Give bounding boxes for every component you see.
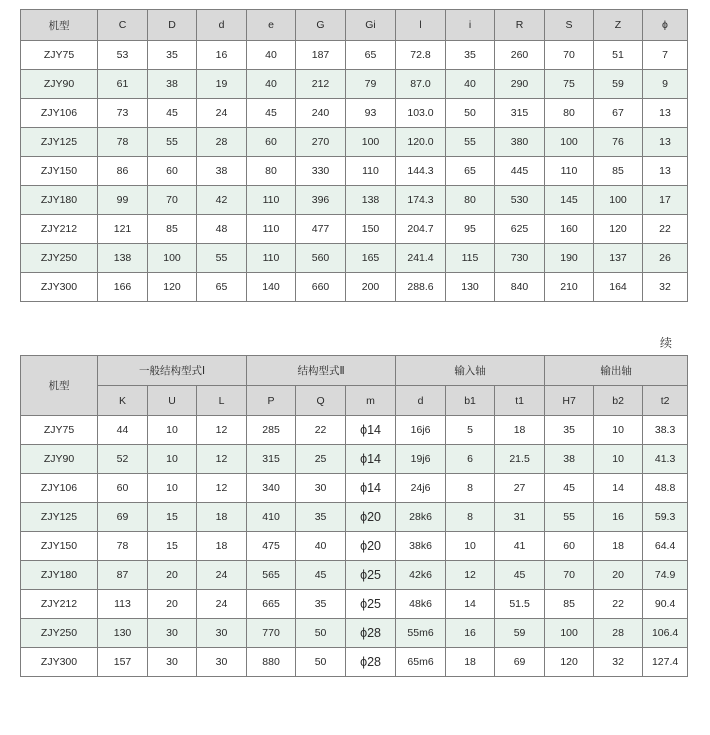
group-header-input-shaft: 输入轴 [396,356,545,386]
table-cell: 164 [594,273,643,302]
table-cell: 475 [247,532,296,561]
table-cell: 87 [98,561,148,590]
table-cell: 85 [148,215,197,244]
table-cell: 10 [446,532,495,561]
table-cell: 79 [346,70,396,99]
table-cell: 44 [98,416,148,445]
table-cell: 60 [148,157,197,186]
table-cell: 445 [495,157,545,186]
table-cell: 35 [545,416,594,445]
model-cell: ZJY90 [21,70,98,99]
table-cell: 60 [247,128,296,157]
table-cell: 55 [197,244,247,273]
table-cell: 30 [148,619,197,648]
table-2-subheader-row [21,386,688,416]
table-cell: 28 [197,128,247,157]
table-cell: 10 [148,416,197,445]
table-cell: 315 [247,445,296,474]
table-cell: 18 [197,532,247,561]
table-cell: 53 [98,41,148,70]
table-row [21,215,688,244]
table-cell: 80 [446,186,495,215]
table-cell: 18 [594,532,643,561]
table-cell: 120 [545,648,594,677]
table-cell: 35 [446,41,495,70]
table-row [21,445,688,474]
continued-label: 续 [660,336,673,350]
column-header: D [148,10,197,41]
table-cell: 32 [594,648,643,677]
model-cell: ZJY300 [21,648,98,677]
table-cell: 110 [346,157,396,186]
table-cell: 78 [98,128,148,157]
table-cell: 10 [594,416,643,445]
table-row [21,532,688,561]
table-cell: 100 [545,619,594,648]
table-cell: 86 [98,157,148,186]
table-cell: 48k6 [396,590,446,619]
table-cell: 113 [98,590,148,619]
table-cell: ϕ28 [346,619,396,648]
table-cell: 19 [197,70,247,99]
table-cell: 13 [643,99,688,128]
table-cell: 24 [197,99,247,128]
table-cell: 14 [594,474,643,503]
table-cell: 115 [446,244,495,273]
table-cell: 103.0 [396,99,446,128]
table-cell: 78 [98,532,148,561]
table-cell: 55m6 [396,619,446,648]
table-cell: 51 [594,41,643,70]
table-cell: 174.3 [396,186,446,215]
table-cell: 7 [643,41,688,70]
table-cell: ϕ20 [346,532,396,561]
table-cell: 35 [296,590,346,619]
column-header: d [197,10,247,41]
table-cell: ϕ20 [346,503,396,532]
table-cell: ϕ14 [346,445,396,474]
table-cell: 42k6 [396,561,446,590]
table-cell: 130 [446,273,495,302]
table-cell: 14 [446,590,495,619]
table-cell: 95 [446,215,495,244]
table-cell: 45 [545,474,594,503]
table-cell: 24 [197,590,247,619]
model-cell: ZJY212 [21,215,98,244]
table-cell: 90.4 [643,590,688,619]
model-cell: ZJY90 [21,445,98,474]
table-cell: 55 [148,128,197,157]
table-cell: 530 [495,186,545,215]
group-header-output-shaft: 输出轴 [545,356,688,386]
table-cell: 64.4 [643,532,688,561]
model-cell: ZJY125 [21,503,98,532]
table-cell: 840 [495,273,545,302]
table-cell: 50 [296,648,346,677]
column-header: P [247,386,296,416]
table-cell: 130 [98,619,148,648]
table-cell: 12 [197,416,247,445]
table-cell: 110 [247,215,296,244]
table-row [21,648,688,677]
table-cell: 100 [545,128,594,157]
table-cell: 240 [296,99,346,128]
table-cell: 121 [98,215,148,244]
table-cell: 35 [296,503,346,532]
model-cell: ZJY75 [21,416,98,445]
table-cell: 10 [148,445,197,474]
table-cell: 22 [594,590,643,619]
table-cell: 32 [643,273,688,302]
table-cell: 17 [643,186,688,215]
table-row [21,474,688,503]
table-cell: 69 [98,503,148,532]
table-cell: 65 [446,157,495,186]
table-cell: 157 [98,648,148,677]
table-cell: 27 [495,474,545,503]
table-cell: 45 [148,99,197,128]
table-cell: 31 [495,503,545,532]
table-cell: 20 [148,590,197,619]
model-cell: ZJY250 [21,244,98,273]
table-cell: 61 [98,70,148,99]
column-header: e [247,10,296,41]
table-row [21,244,688,273]
table-cell: 40 [446,70,495,99]
table-cell: 315 [495,99,545,128]
table-cell: 41.3 [643,445,688,474]
table-cell: 5 [446,416,495,445]
table-cell: 38 [545,445,594,474]
table-cell: 65 [346,41,396,70]
table-cell: 12 [197,474,247,503]
table-cell: 204.7 [396,215,446,244]
table-cell: 55 [545,503,594,532]
model-cell: ZJY150 [21,532,98,561]
table-cell: 21.5 [495,445,545,474]
column-header: R [495,10,545,41]
table-cell: 60 [98,474,148,503]
column-header: d [396,386,446,416]
model-cell: ZJY106 [21,474,98,503]
table-cell: 140 [247,273,296,302]
table-cell: 13 [643,157,688,186]
column-header: b2 [594,386,643,416]
table-cell: ϕ25 [346,561,396,590]
table-cell: 190 [545,244,594,273]
table-cell: 10 [594,445,643,474]
table-cell: ϕ25 [346,590,396,619]
table-cell: 160 [545,215,594,244]
table-cell: 110 [247,244,296,273]
table-cell: 30 [148,648,197,677]
table-row [21,70,688,99]
table-cell: 80 [247,157,296,186]
table-cell: 87.0 [396,70,446,99]
dimension-table-2 [20,355,688,677]
table-cell: 42 [197,186,247,215]
table-cell: 72.8 [396,41,446,70]
table-cell: 100 [148,244,197,273]
table-cell: 730 [495,244,545,273]
table-cell: 6 [446,445,495,474]
model-cell: ZJY180 [21,186,98,215]
table-cell: 70 [545,561,594,590]
table-cell: 137 [594,244,643,273]
table-cell: 144.3 [396,157,446,186]
column-header: Gi [346,10,396,41]
table-cell: 28 [594,619,643,648]
table-cell: 212 [296,70,346,99]
table-row [21,186,688,215]
table-cell: 665 [247,590,296,619]
table-cell: 48 [197,215,247,244]
table-cell: 20 [594,561,643,590]
table-row [21,99,688,128]
column-header: b1 [446,386,495,416]
column-header: t1 [495,386,545,416]
column-header: l [396,10,446,41]
table-cell: 52 [98,445,148,474]
table-row [21,590,688,619]
table-cell: 26 [643,244,688,273]
table-cell: 16 [446,619,495,648]
table-cell: 24j6 [396,474,446,503]
table-cell: 15 [148,532,197,561]
table-cell: 28k6 [396,503,446,532]
table-cell: 60 [545,532,594,561]
table-cell: 30 [296,474,346,503]
table-cell: 241.4 [396,244,446,273]
model-cell: ZJY150 [21,157,98,186]
table-cell: 106.4 [643,619,688,648]
table-cell: 290 [495,70,545,99]
table-cell: 50 [446,99,495,128]
table-cell: 55 [446,128,495,157]
table-cell: 16j6 [396,416,446,445]
table-cell: 110 [247,186,296,215]
table-cell: 59 [594,70,643,99]
column-header: U [148,386,197,416]
table-cell: 22 [296,416,346,445]
model-cell: ZJY125 [21,128,98,157]
table-row [21,128,688,157]
column-header: Q [296,386,346,416]
table-cell: 38 [197,157,247,186]
table-cell: 166 [98,273,148,302]
column-header: S [545,10,594,41]
table-cell: 187 [296,41,346,70]
table-cell: 38 [148,70,197,99]
table-cell: 93 [346,99,396,128]
table-cell: ϕ14 [346,474,396,503]
table-cell: 59 [495,619,545,648]
table-row [21,157,688,186]
table-cell: 69 [495,648,545,677]
model-cell: ZJY212 [21,590,98,619]
table-cell: 138 [346,186,396,215]
column-header: m [346,386,396,416]
table-cell: 40 [296,532,346,561]
table-cell: 50 [296,619,346,648]
table-cell: 410 [247,503,296,532]
table-cell: 74.9 [643,561,688,590]
table-cell: 12 [446,561,495,590]
table-cell: 65m6 [396,648,446,677]
table-cell: 40 [247,41,296,70]
table-row [21,41,688,70]
column-header: t2 [643,386,688,416]
table-row [21,416,688,445]
table-cell: 10 [148,474,197,503]
table-row [21,561,688,590]
table-cell: 41 [495,532,545,561]
dimension-table-1 [20,9,688,302]
column-header: Z [594,10,643,41]
table-cell: 40 [247,70,296,99]
column-header: L [197,386,247,416]
table-2-group-header-row [21,356,688,386]
table-cell: 560 [296,244,346,273]
table-cell: 8 [446,503,495,532]
table-cell: 13 [643,128,688,157]
table-cell: 18 [495,416,545,445]
table-cell: 145 [545,186,594,215]
table-cell: 880 [247,648,296,677]
table-cell: 99 [98,186,148,215]
table-cell: 210 [545,273,594,302]
table-cell: 18 [197,503,247,532]
table-cell: 59.3 [643,503,688,532]
table-row [21,619,688,648]
table-cell: 51.5 [495,590,545,619]
table-cell: 8 [446,474,495,503]
model-cell: ZJY106 [21,99,98,128]
table-cell: 18 [446,648,495,677]
table-cell: 22 [643,215,688,244]
table-cell: 15 [148,503,197,532]
model-cell: ZJY75 [21,41,98,70]
table-cell: 16 [197,41,247,70]
model-cell: ZJY300 [21,273,98,302]
table-cell: 45 [296,561,346,590]
table-row [21,273,688,302]
table-cell: 330 [296,157,346,186]
table-cell: 120.0 [396,128,446,157]
model-cell: ZJY180 [21,561,98,590]
table-cell: 45 [495,561,545,590]
table-cell: 127.4 [643,648,688,677]
table-cell: 380 [495,128,545,157]
table-cell: 138 [98,244,148,273]
table-cell: 150 [346,215,396,244]
table-cell: 20 [148,561,197,590]
table-cell: 45 [247,99,296,128]
table-cell: 70 [148,186,197,215]
column-header: C [98,10,148,41]
table-cell: 35 [148,41,197,70]
table-row [21,503,688,532]
table-cell: 120 [594,215,643,244]
table-cell: 65 [197,273,247,302]
table-cell: 75 [545,70,594,99]
table-cell: 70 [545,41,594,70]
table-cell: 25 [296,445,346,474]
model-cell: ZJY250 [21,619,98,648]
table-cell: 38k6 [396,532,446,561]
table-cell: ϕ28 [346,648,396,677]
table-cell: 30 [197,648,247,677]
table-cell: 76 [594,128,643,157]
table-cell: 85 [545,590,594,619]
table-cell: ϕ14 [346,416,396,445]
table-cell: 73 [98,99,148,128]
table-cell: 340 [247,474,296,503]
table-cell: 16 [594,503,643,532]
table-cell: 165 [346,244,396,273]
table-cell: 24 [197,561,247,590]
model-header: 机型 [21,356,98,416]
column-header: G [296,10,346,41]
table-cell: 660 [296,273,346,302]
table-cell: 67 [594,99,643,128]
table-cell: 100 [594,186,643,215]
table-cell: 9 [643,70,688,99]
column-header: ϕ [643,10,688,41]
table-cell: 565 [247,561,296,590]
table-cell: 288.6 [396,273,446,302]
table-cell: 770 [247,619,296,648]
table-cell: 260 [495,41,545,70]
table-cell: 100 [346,128,396,157]
table-cell: 200 [346,273,396,302]
table-1-header-row [21,10,688,41]
table-cell: 19j6 [396,445,446,474]
table-cell: 30 [197,619,247,648]
table-cell: 12 [197,445,247,474]
table-cell: 38.3 [643,416,688,445]
table-cell: 85 [594,157,643,186]
table-cell: 80 [545,99,594,128]
table-cell: 285 [247,416,296,445]
table-cell: 477 [296,215,346,244]
table-cell: 396 [296,186,346,215]
column-header: i [446,10,495,41]
column-header: H7 [545,386,594,416]
table-cell: 110 [545,157,594,186]
table-cell: 625 [495,215,545,244]
group-header-structure-ii: 结构型式Ⅱ [247,356,396,386]
table-cell: 48.8 [643,474,688,503]
table-cell: 120 [148,273,197,302]
group-header-general-structure: 一般结构型式Ⅰ [98,356,247,386]
column-header: 机型 [21,10,98,41]
column-header: K [98,386,148,416]
table-cell: 270 [296,128,346,157]
